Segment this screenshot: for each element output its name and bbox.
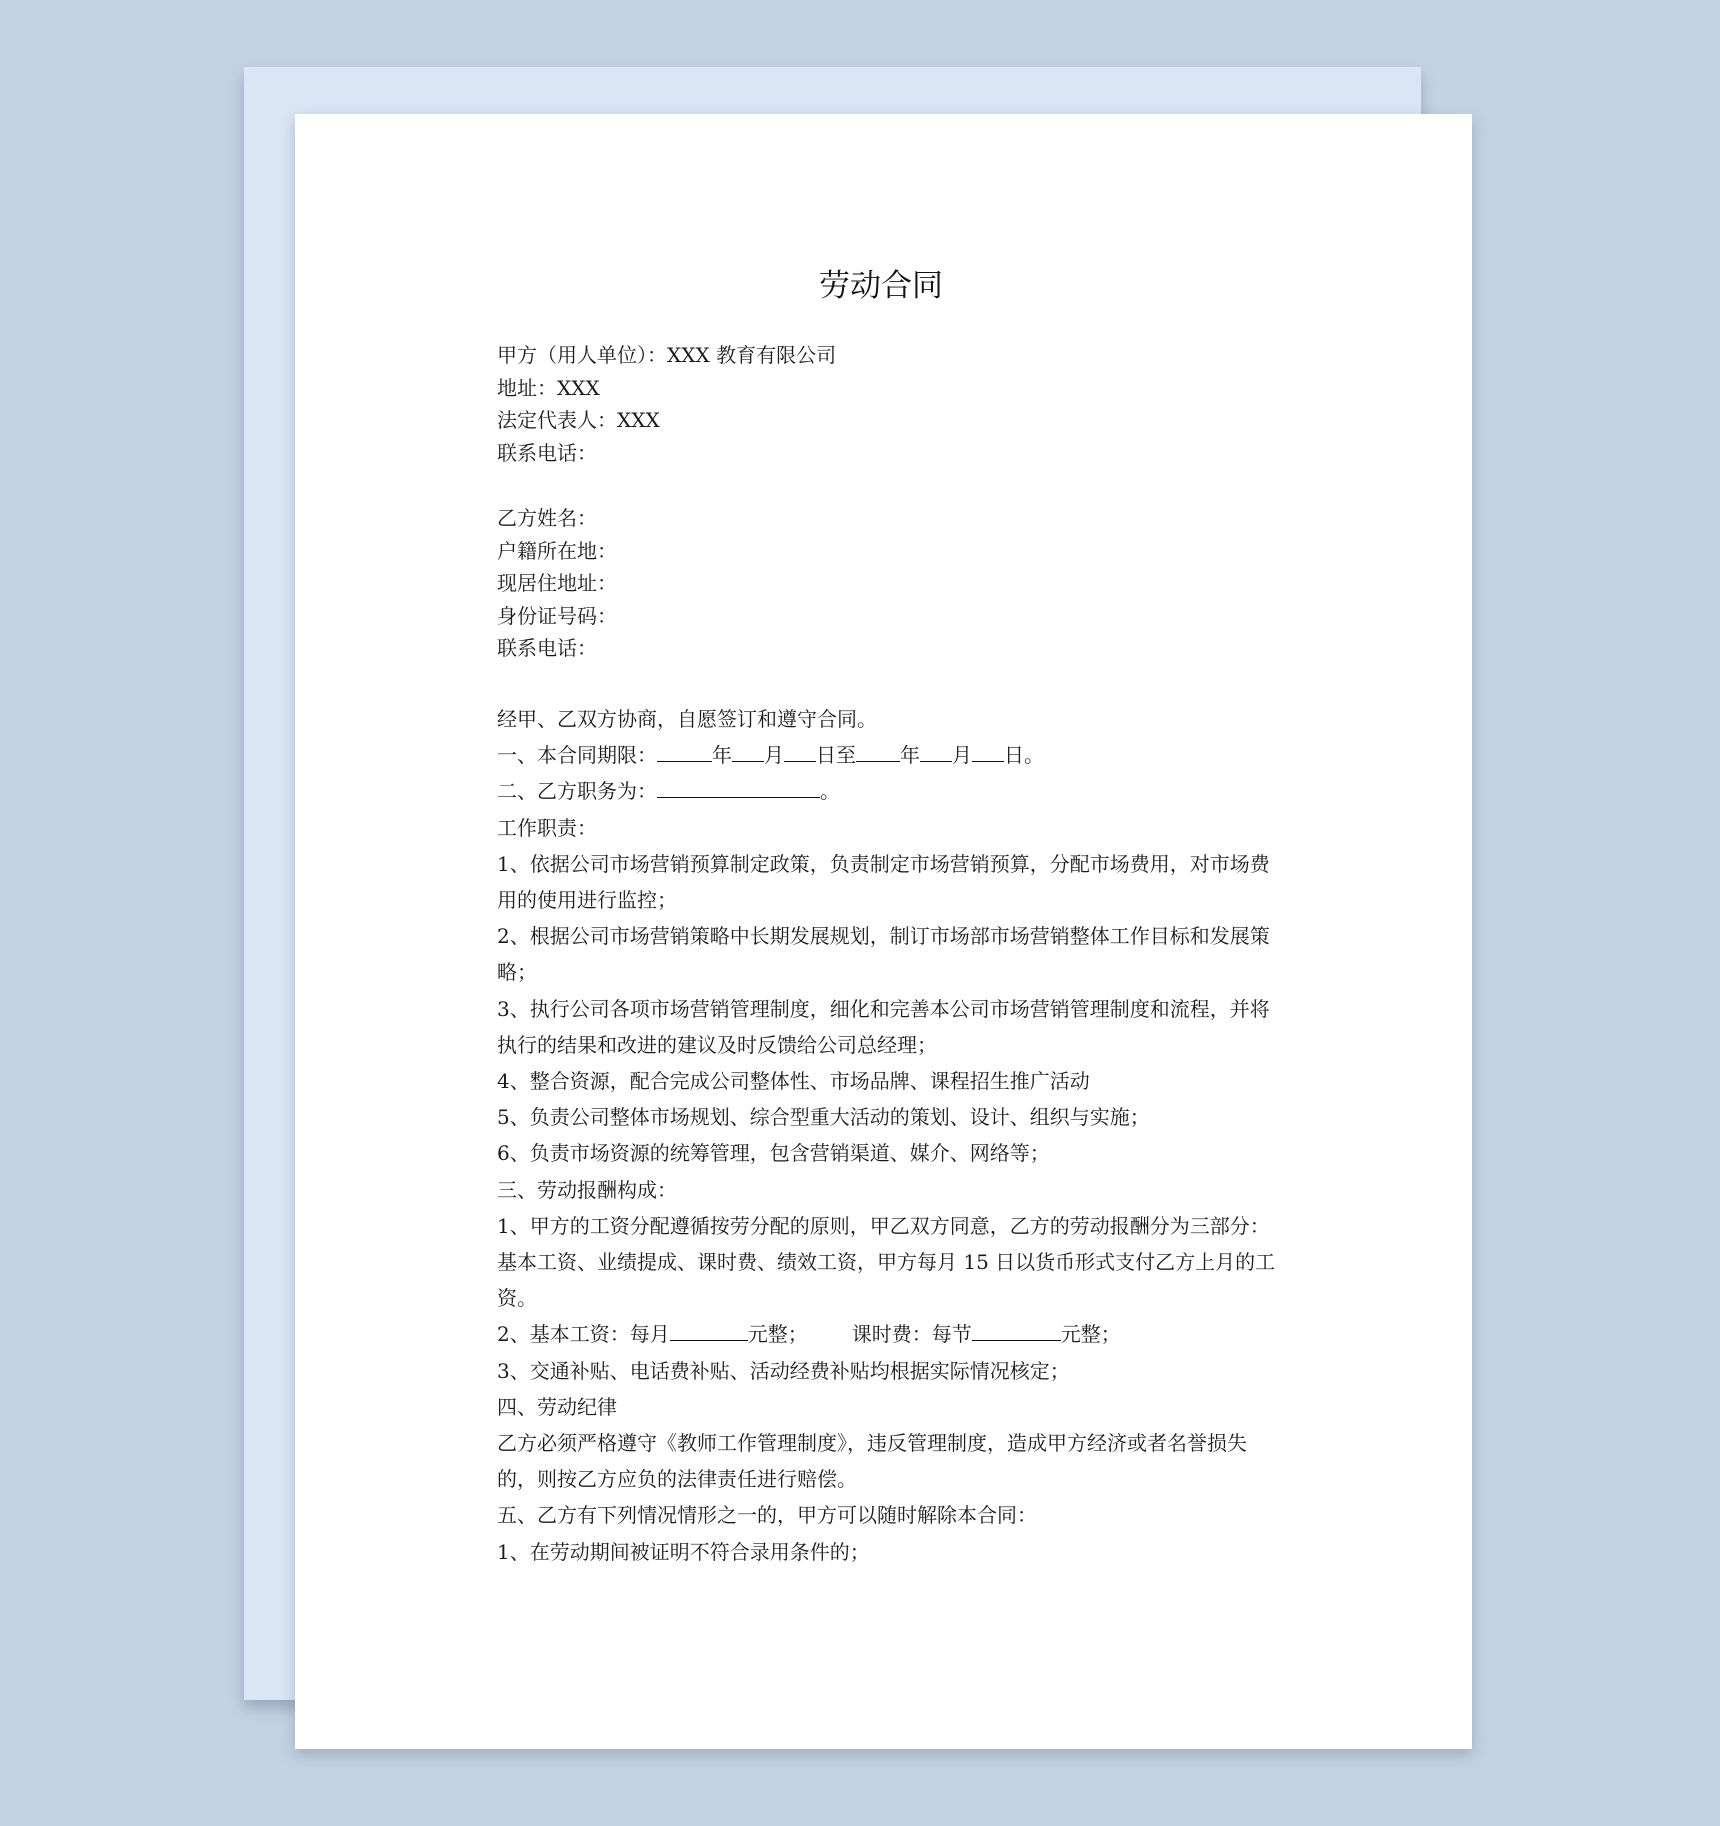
- duty-item: 3、执行公司各项市场营销管理制度，细化和完善本公司市场营销管理制度和流程，并将执行的结果和改进的建议及时反馈给公司总经理；: [497, 996, 1270, 1057]
- document-title: 劳动合同: [819, 268, 943, 304]
- party-b-id-number: 身份证号码：: [497, 603, 617, 628]
- duty-item: 2、根据公司市场营销策略中长期发展规划，制订市场部市场营销整体工作目标和发展策略；: [497, 924, 1270, 985]
- party-b-block: [497, 502, 1279, 665]
- lesson-fee-unit: 元整；: [1060, 1322, 1121, 1347]
- term-month-label: 月: [952, 743, 972, 768]
- pay-item-2: [497, 1316, 1279, 1352]
- term-month-label: 月: [764, 743, 784, 768]
- discipline-heading: 四、劳动纪律: [497, 1394, 617, 1419]
- discipline-text: 乙方必须严格遵守《教师工作管理制度》，违反管理制度，造成甲方经济或者名誉损失的，则按乙方应负的法律责任进行赔偿。: [497, 1431, 1247, 1492]
- pay-heading: 三、劳动报酬构成：: [497, 1177, 677, 1202]
- termination-heading: 五、乙方有下列情况情形之一的，甲方可以随时解除本合同：: [497, 1503, 1037, 1528]
- position-suffix: 。: [820, 779, 840, 804]
- party-a-block: [497, 339, 1279, 469]
- term-day-label: 日至: [816, 743, 856, 768]
- intro-text: 经甲、乙双方协商，自愿签订和遵守合同。: [497, 706, 877, 731]
- term-start-day-blank: [784, 740, 816, 762]
- lesson-fee-label: 课时费：每节: [851, 1322, 972, 1347]
- duties-heading: 工作职责：: [497, 815, 597, 840]
- term-year-label: 年: [712, 743, 732, 768]
- spacer: [497, 665, 1279, 701]
- term-end-year-blank: [856, 740, 900, 762]
- position-blank: [657, 776, 820, 798]
- party-a-phone: 联系电话：: [497, 440, 597, 465]
- term-prefix: 一、本合同期限：: [497, 743, 657, 768]
- contract-term-line: [497, 737, 1279, 773]
- term-end-day-blank: [972, 740, 1004, 762]
- base-salary-label: 2、基本工资：每月: [497, 1322, 670, 1347]
- party-a-name: 甲方（用人单位）：XXX 教育有限公司: [497, 343, 837, 367]
- party-b-address: 现居住地址：: [497, 571, 617, 596]
- party-b-hukou: 户籍所在地：: [497, 538, 617, 563]
- term-year-label: 年: [900, 743, 920, 768]
- term-start-year-blank: [657, 740, 712, 762]
- base-salary-blank: [670, 1319, 748, 1341]
- term-day-label: 日。: [1004, 743, 1044, 768]
- base-salary-unit: 元整；: [747, 1322, 808, 1347]
- document-body: [497, 339, 1279, 1570]
- position-prefix: 二、乙方职务为：: [497, 779, 657, 804]
- pay-item-3: 3、交通补贴、电话费补贴、活动经费补贴均根据实际情况核定；: [497, 1358, 1070, 1383]
- term-start-month-blank: [732, 740, 764, 762]
- position-line: [497, 773, 1279, 809]
- party-a-address: 地址：XXX: [497, 375, 600, 400]
- duty-item: 4、整合资源，配合完成公司整体性、市场品牌、课程招生推广活动: [497, 1068, 1090, 1093]
- term-end-month-blank: [920, 740, 952, 762]
- duty-item: 5、负责公司整体市场规划、综合型重大活动的策划、设计、组织与实施；: [497, 1105, 1150, 1130]
- party-a-legal-rep: 法定代表人：XXX: [497, 408, 660, 433]
- party-b-name: 乙方姓名：: [497, 505, 597, 530]
- duty-item: 6、负责市场资源的统筹管理，包含营销渠道、媒介、网络等；: [497, 1141, 1050, 1166]
- lesson-fee-blank: [972, 1319, 1061, 1341]
- spacer: [497, 469, 1279, 502]
- termination-item-1: 1、在劳动期间被证明不符合录用条件的；: [497, 1539, 870, 1564]
- pay-item-1: 1、甲方的工资分配遵循按劳分配的原则，甲乙双方同意，乙方的劳动报酬分为三部分：基本工资、业绩提成、课时费、绩效工资，甲方每月 15 日以货币形式支付乙方上月的工资。: [497, 1213, 1276, 1311]
- duty-item: 1、依据公司市场营销预算制定政策，负责制定市场营销预算，分配市场费用，对市场费用的使用进行监控；: [497, 851, 1270, 912]
- party-b-phone: 联系电话：: [497, 636, 597, 661]
